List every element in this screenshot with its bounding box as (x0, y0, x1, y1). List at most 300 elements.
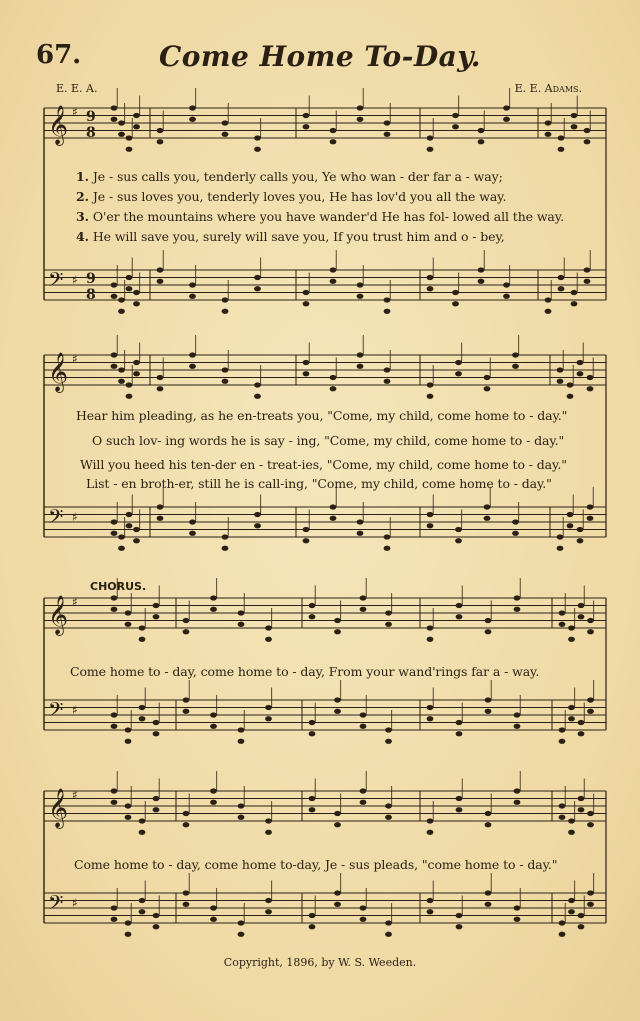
note-head (189, 117, 196, 122)
note-head (360, 917, 367, 922)
verse-2-line-2: O such lov- ing words he is say - ing, "Come, my child, come home to - day." (92, 433, 565, 448)
note-head (111, 364, 118, 369)
note-head (238, 739, 245, 744)
note-head (427, 705, 434, 710)
note-head (139, 637, 146, 642)
note-head (571, 301, 578, 306)
note-head (133, 301, 140, 306)
note-head (559, 815, 566, 820)
note-head (189, 282, 196, 287)
note-head (584, 279, 591, 284)
sharp-sign: ♯ (72, 896, 78, 910)
note-head (357, 364, 364, 369)
note-head (587, 709, 594, 714)
note-head (265, 716, 272, 721)
chorus-line-2: Come home to - day, come home to-day, Je - sus pleads, "come home to - day." (74, 857, 558, 872)
note-head (118, 534, 125, 539)
note-head (265, 637, 272, 642)
note-head (578, 924, 585, 929)
note-head (189, 364, 196, 369)
note-head (126, 394, 133, 399)
note-head (265, 705, 272, 710)
note-head (303, 113, 310, 118)
note-head (189, 294, 196, 299)
note-head (578, 796, 585, 801)
composer-credit: E. E. Adams. (514, 82, 582, 95)
note-head (254, 512, 261, 517)
note-head (427, 147, 434, 152)
note-head (478, 128, 485, 133)
note-head (238, 610, 245, 615)
note-head (125, 815, 132, 820)
note-head (133, 124, 140, 129)
note-head (303, 290, 310, 295)
note-head (139, 909, 146, 914)
note-head (514, 905, 521, 910)
note-head (578, 913, 585, 918)
note-head (157, 128, 164, 133)
note-head (183, 822, 190, 827)
note-head (111, 519, 118, 524)
note-head (514, 800, 521, 805)
note-head (222, 297, 229, 302)
note-head (557, 379, 564, 384)
note-head (385, 739, 392, 744)
note-head (587, 697, 594, 702)
note-head (384, 132, 391, 137)
note-head (357, 294, 364, 299)
note-head (330, 139, 337, 144)
note-head (157, 267, 164, 272)
note-head (139, 898, 146, 903)
note-head (183, 709, 190, 714)
time-signature-bottom: 8 (86, 125, 96, 141)
note-head (111, 105, 118, 110)
note-head (125, 739, 132, 744)
note-head (567, 394, 574, 399)
note-head (189, 352, 196, 357)
treble-clef: 𝄞 (48, 595, 69, 635)
note-head (139, 818, 146, 823)
note-head (558, 275, 565, 280)
note-head (559, 622, 566, 627)
note-head (111, 282, 118, 287)
note-head (385, 622, 392, 627)
note-head (514, 724, 521, 729)
note-head (125, 727, 132, 732)
note-head (330, 267, 337, 272)
note-head (503, 105, 510, 110)
note-head (485, 709, 492, 714)
note-head (133, 360, 140, 365)
note-head (330, 128, 337, 133)
note-head (238, 932, 245, 937)
note-head (578, 807, 585, 812)
note-head (571, 124, 578, 129)
note-head (485, 629, 492, 634)
note-head (558, 286, 565, 291)
note-head (238, 803, 245, 808)
note-head (222, 534, 229, 539)
note-head (427, 286, 434, 291)
note-head (118, 309, 125, 314)
note-head (360, 712, 367, 717)
note-head (503, 117, 510, 122)
note-head (309, 603, 316, 608)
note-head (568, 716, 575, 721)
note-head (584, 267, 591, 272)
note-head (456, 603, 463, 608)
note-head (578, 614, 585, 619)
treble-clef: 𝄞 (48, 105, 69, 145)
note-head (559, 803, 566, 808)
note-head (210, 917, 217, 922)
note-head (222, 132, 229, 137)
note-head (360, 607, 367, 612)
note-head (157, 375, 164, 380)
note-head (514, 712, 521, 717)
note-head (125, 920, 132, 925)
note-head (118, 379, 125, 384)
note-head (126, 135, 133, 140)
note-head (559, 727, 566, 732)
note-head (111, 788, 118, 793)
note-head (503, 294, 510, 299)
note-head (452, 113, 459, 118)
note-head (567, 382, 574, 387)
note-head (357, 117, 364, 122)
note-head (265, 898, 272, 903)
note-head (126, 147, 133, 152)
note-head (427, 512, 434, 517)
note-head (384, 546, 391, 551)
treble-clef: 𝄞 (48, 352, 69, 392)
note-head (484, 504, 491, 509)
note-head (309, 796, 316, 801)
note-head (303, 360, 310, 365)
note-head (384, 297, 391, 302)
note-head (153, 924, 160, 929)
note-head (385, 932, 392, 937)
note-head (153, 731, 160, 736)
note-head (126, 275, 133, 280)
note-head (334, 902, 341, 907)
note-head (568, 705, 575, 710)
note-head (357, 105, 364, 110)
note-head (139, 705, 146, 710)
note-head (210, 788, 217, 793)
note-head (360, 595, 367, 600)
note-head (139, 830, 146, 835)
note-head (238, 815, 245, 820)
note-head (118, 120, 125, 125)
note-head (384, 367, 391, 372)
note-head (427, 135, 434, 140)
note-head (427, 523, 434, 528)
note-head (254, 523, 261, 528)
note-head (189, 531, 196, 536)
note-head (557, 546, 564, 551)
note-head (133, 290, 140, 295)
note-head (183, 629, 190, 634)
note-head (133, 113, 140, 118)
note-head (385, 920, 392, 925)
note-head (456, 796, 463, 801)
note-head (153, 603, 160, 608)
treble-clef: 𝄞 (48, 788, 69, 828)
note-head (157, 386, 164, 391)
note-head (567, 512, 574, 517)
note-head (210, 905, 217, 910)
note-head (254, 275, 261, 280)
note-head (265, 830, 272, 835)
note-head (578, 731, 585, 736)
lyricist-credit: E. E. A. (56, 82, 98, 95)
note-head (568, 625, 575, 630)
verse-2-line-1: 2. Je - sus loves you, tenderly loves you, He has lov'd you all the way. (76, 189, 507, 204)
note-head (577, 527, 584, 532)
note-head (111, 724, 118, 729)
note-head (222, 546, 229, 551)
note-head (456, 807, 463, 812)
note-head (126, 382, 133, 387)
note-head (133, 527, 140, 532)
note-head (557, 534, 564, 539)
sharp-sign: ♯ (72, 788, 78, 802)
note-head (427, 382, 434, 387)
note-head (210, 800, 217, 805)
note-head (157, 504, 164, 509)
note-head (111, 712, 118, 717)
note-head (222, 367, 229, 372)
note-head (309, 913, 316, 918)
note-head (485, 618, 492, 623)
note-head (334, 709, 341, 714)
note-head (125, 932, 132, 937)
note-head (587, 375, 594, 380)
note-head (384, 534, 391, 539)
note-head (360, 788, 367, 793)
note-head (559, 610, 566, 615)
note-head (309, 614, 316, 619)
copyright-notice: Copyright, 1896, by W. S. Weeden. (223, 956, 417, 969)
note-head (559, 920, 566, 925)
note-head (568, 830, 575, 835)
note-head (587, 618, 594, 623)
note-head (427, 716, 434, 721)
note-head (452, 124, 459, 129)
note-head (111, 117, 118, 122)
note-head (303, 301, 310, 306)
note-head (577, 371, 584, 376)
note-head (183, 618, 190, 623)
sharp-sign: ♯ (72, 595, 78, 609)
note-head (222, 309, 229, 314)
note-head (210, 712, 217, 717)
note-head (427, 275, 434, 280)
note-head (385, 803, 392, 808)
note-head (485, 811, 492, 816)
note-head (334, 811, 341, 816)
note-head (254, 286, 261, 291)
note-head (478, 279, 485, 284)
sharp-sign: ♯ (72, 105, 78, 119)
note-head (334, 618, 341, 623)
note-head (587, 516, 594, 521)
note-head (334, 697, 341, 702)
note-head (157, 139, 164, 144)
note-head (577, 538, 584, 543)
note-head (303, 124, 310, 129)
note-head (222, 379, 229, 384)
note-head (514, 917, 521, 922)
hymn-title: Come Home To-Day. (158, 40, 482, 73)
note-head (125, 803, 132, 808)
note-head (456, 731, 463, 736)
note-head (384, 120, 391, 125)
verse-3-line-1: 3. O'er the mountains where you have wander'd He has fol- lowed all the way. (76, 209, 564, 224)
note-head (545, 297, 552, 302)
time-signature-top: 9 (86, 109, 96, 125)
note-head (456, 924, 463, 929)
note-head (455, 371, 462, 376)
note-head (222, 120, 229, 125)
verse-4-line-1: 4. He will save you, surely will save you, If you trust him and o - bey, (76, 229, 505, 244)
note-head (126, 286, 133, 291)
note-head (485, 902, 492, 907)
note-head (153, 720, 160, 725)
sharp-sign: ♯ (72, 352, 78, 366)
note-head (153, 913, 160, 918)
note-head (111, 531, 118, 536)
note-head (334, 890, 341, 895)
note-head (125, 622, 132, 627)
note-head (456, 913, 463, 918)
note-head (183, 890, 190, 895)
note-head (427, 637, 434, 642)
verse-4-line-2: List - en broth-er, still he is call-ing, "Come, my child, come home to - day." (86, 476, 552, 491)
note-head (512, 364, 519, 369)
chorus-label: CHORUS. (90, 580, 147, 593)
note-head (111, 607, 118, 612)
note-head (210, 607, 217, 612)
verse-1-line-2: Hear him pleading, as he en-treats you, "Come, my child, come home to - day." (76, 408, 568, 423)
hymn-number: 67. (36, 40, 82, 70)
note-head (478, 267, 485, 272)
note-head (330, 375, 337, 380)
note-head (456, 720, 463, 725)
note-head (153, 614, 160, 619)
time-signature-top: 9 (86, 271, 96, 287)
note-head (385, 727, 392, 732)
note-head (139, 625, 146, 630)
note-head (254, 147, 261, 152)
note-head (568, 637, 575, 642)
note-head (558, 135, 565, 140)
note-head (265, 625, 272, 630)
note-head (360, 724, 367, 729)
note-head (111, 905, 118, 910)
note-head (427, 818, 434, 823)
time-signature-bottom: 8 (86, 287, 96, 303)
note-head (455, 538, 462, 543)
note-head (330, 504, 337, 509)
note-head (427, 830, 434, 835)
note-head (189, 519, 196, 524)
note-head (514, 607, 521, 612)
note-head (559, 932, 566, 937)
note-head (183, 811, 190, 816)
note-head (545, 309, 552, 314)
note-head (484, 375, 491, 380)
note-head (265, 909, 272, 914)
note-head (357, 282, 364, 287)
note-head (111, 595, 118, 600)
note-head (577, 360, 584, 365)
note-head (584, 139, 591, 144)
note-head (385, 815, 392, 820)
note-head (133, 371, 140, 376)
note-head (568, 909, 575, 914)
note-head (427, 898, 434, 903)
note-head (512, 531, 519, 536)
note-head (118, 297, 125, 302)
note-head (303, 538, 310, 543)
bass-clef: 𝄢 (48, 505, 64, 533)
note-head (558, 147, 565, 152)
note-head (455, 527, 462, 532)
note-head (303, 371, 310, 376)
note-head (309, 720, 316, 725)
note-head (111, 800, 118, 805)
note-head (360, 800, 367, 805)
bass-clef: 𝄢 (48, 268, 64, 296)
note-head (183, 697, 190, 702)
note-head (254, 382, 261, 387)
note-head (587, 890, 594, 895)
note-head (578, 720, 585, 725)
note-head (587, 902, 594, 907)
note-head (587, 822, 594, 827)
verse-3-line-2: Will you heed his ten-der en - treat-ies, "Come, my child, come home to - day." (80, 457, 567, 472)
note-head (111, 294, 118, 299)
note-head (545, 120, 552, 125)
note-head (238, 727, 245, 732)
note-head (427, 625, 434, 630)
note-head (330, 386, 337, 391)
note-head (478, 139, 485, 144)
note-head (571, 290, 578, 295)
note-head (189, 105, 196, 110)
note-head (568, 818, 575, 823)
note-head (118, 546, 125, 551)
note-head (357, 352, 364, 357)
note-head (452, 301, 459, 306)
bass-clef: 𝄢 (48, 698, 64, 726)
note-head (584, 128, 591, 133)
note-head (452, 290, 459, 295)
note-head (118, 132, 125, 137)
note-head (384, 309, 391, 314)
note-head (330, 279, 337, 284)
bass-clef: 𝄢 (48, 891, 64, 919)
note-head (153, 807, 160, 812)
note-head (111, 917, 118, 922)
note-head (559, 739, 566, 744)
note-head (578, 603, 585, 608)
note-head (545, 132, 552, 137)
note-head (512, 352, 519, 357)
